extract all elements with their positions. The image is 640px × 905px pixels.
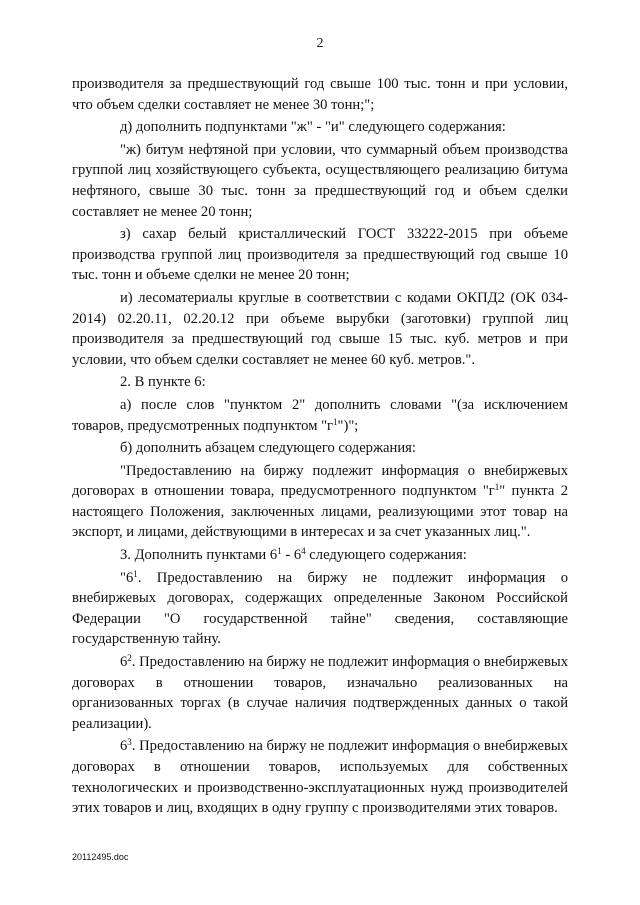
paragraph: [72, 117, 568, 138]
superscript-index: 1: [494, 482, 500, 493]
text-run: и) лесоматериалы круглые в соответствии с кодами ОКПД2 (ОК 034-2014) 02.20.11, 02.20.12 при объеме вырубки (заготовки) группой лиц производителя за предшествующий год свыше 15 тыс. куб. метров и при условии, что объем сделки составляет не менее 60 куб. метров.".: [72, 289, 568, 368]
paragraph: [72, 568, 568, 650]
text-run: 2. В пункте 6:: [120, 374, 206, 391]
text-run: а) после слов "пунктом 2" дополнить словами "(за исключением товаров, предусмотренных подпунктом "г: [72, 396, 568, 434]
paragraph: [72, 140, 568, 222]
page-number: 2: [316, 36, 324, 51]
superscript-index: 1: [333, 416, 338, 427]
text-run: 6: [120, 738, 128, 755]
text-run: з) сахар белый кристаллический ГОСТ 33222-2015 при объеме производства группой лиц производителя за предшествующий год свыше 10 тыс. тонн и объеме сделки не менее 20 тонн;: [72, 226, 568, 284]
paragraph: [72, 461, 568, 543]
superscript-index: 4: [301, 546, 306, 557]
text-run: 3. Дополнить пунктами 6: [120, 547, 278, 564]
text-run: ")";: [337, 417, 359, 434]
footer-file-name: 20112495.doc: [72, 852, 129, 862]
document-body: [72, 74, 568, 819]
text-run: следующего содержания:: [305, 547, 467, 564]
text-run: " пункта 2 настоящего Положения, заключенных лицами, реализующими этот товар на экспорт, и лицами, действующими в интересах и за счет указанных лиц.".: [72, 483, 568, 541]
paragraph: [72, 224, 568, 286]
text-run: "Предоставлению на биржу подлежит информация о внебиржевых договорах в отношении товара, предусмотренного подпунктом "г: [72, 462, 568, 500]
paragraph: [72, 288, 568, 370]
superscript-index: 1: [133, 568, 138, 579]
text-run: . Предоставлению на биржу не подлежит информация о внебиржевых договорах, содержащих определенные Законом Российской Федерации "О государственной тайне" сведения, составляющие государственную тайну.: [72, 569, 568, 648]
text-run: - 6: [281, 547, 302, 564]
text-run: 6: [120, 654, 128, 671]
paragraph: [72, 545, 568, 566]
text-run: "ж) битум нефтяной при условии, что суммарный объем производства группой лиц хозяйствующего субъекта, осуществляющего реализацию битума нефтяного, свыше 30 тыс. тонн за предшествующий год и объем сделки составляет не менее 20 тонн;: [72, 141, 568, 220]
superscript-index: 1: [277, 546, 282, 557]
text-run: . Предоставлению на биржу не подлежит информация о внебиржевых договорах в отношении товаров, изначально реализованных на организованных торгах (в случае наличия подтвержденных данных о такой реализации).: [72, 654, 568, 732]
superscript-index: 3: [127, 737, 132, 748]
text-run: "6: [120, 569, 134, 586]
paragraph: [72, 438, 568, 459]
paragraph: [72, 736, 568, 818]
text-run: производителя за предшествующий год свыше 100 тыс. тонн и при условии, что объем сделки составляет не менее 30 тонн;";: [72, 76, 568, 113]
superscript-index: 2: [127, 653, 132, 664]
text-run: б) дополнить абзацем следующего содержания:: [120, 440, 416, 457]
paragraph: [72, 652, 568, 734]
paragraph: [72, 372, 568, 393]
text-run: д) дополнить подпунктами "ж" - "и" следующего содержания:: [120, 119, 506, 136]
paragraph: [72, 74, 568, 115]
text-run: . Предоставлению на биржу не подлежит информация о внебиржевых договорах в отношении товаров, используемых для собственных технологических и производственно-эксплуатационных нужд производителей этих товаров и лиц, входящих в одну группу с производителями этих товаров.: [72, 738, 568, 817]
paragraph: [72, 395, 568, 436]
